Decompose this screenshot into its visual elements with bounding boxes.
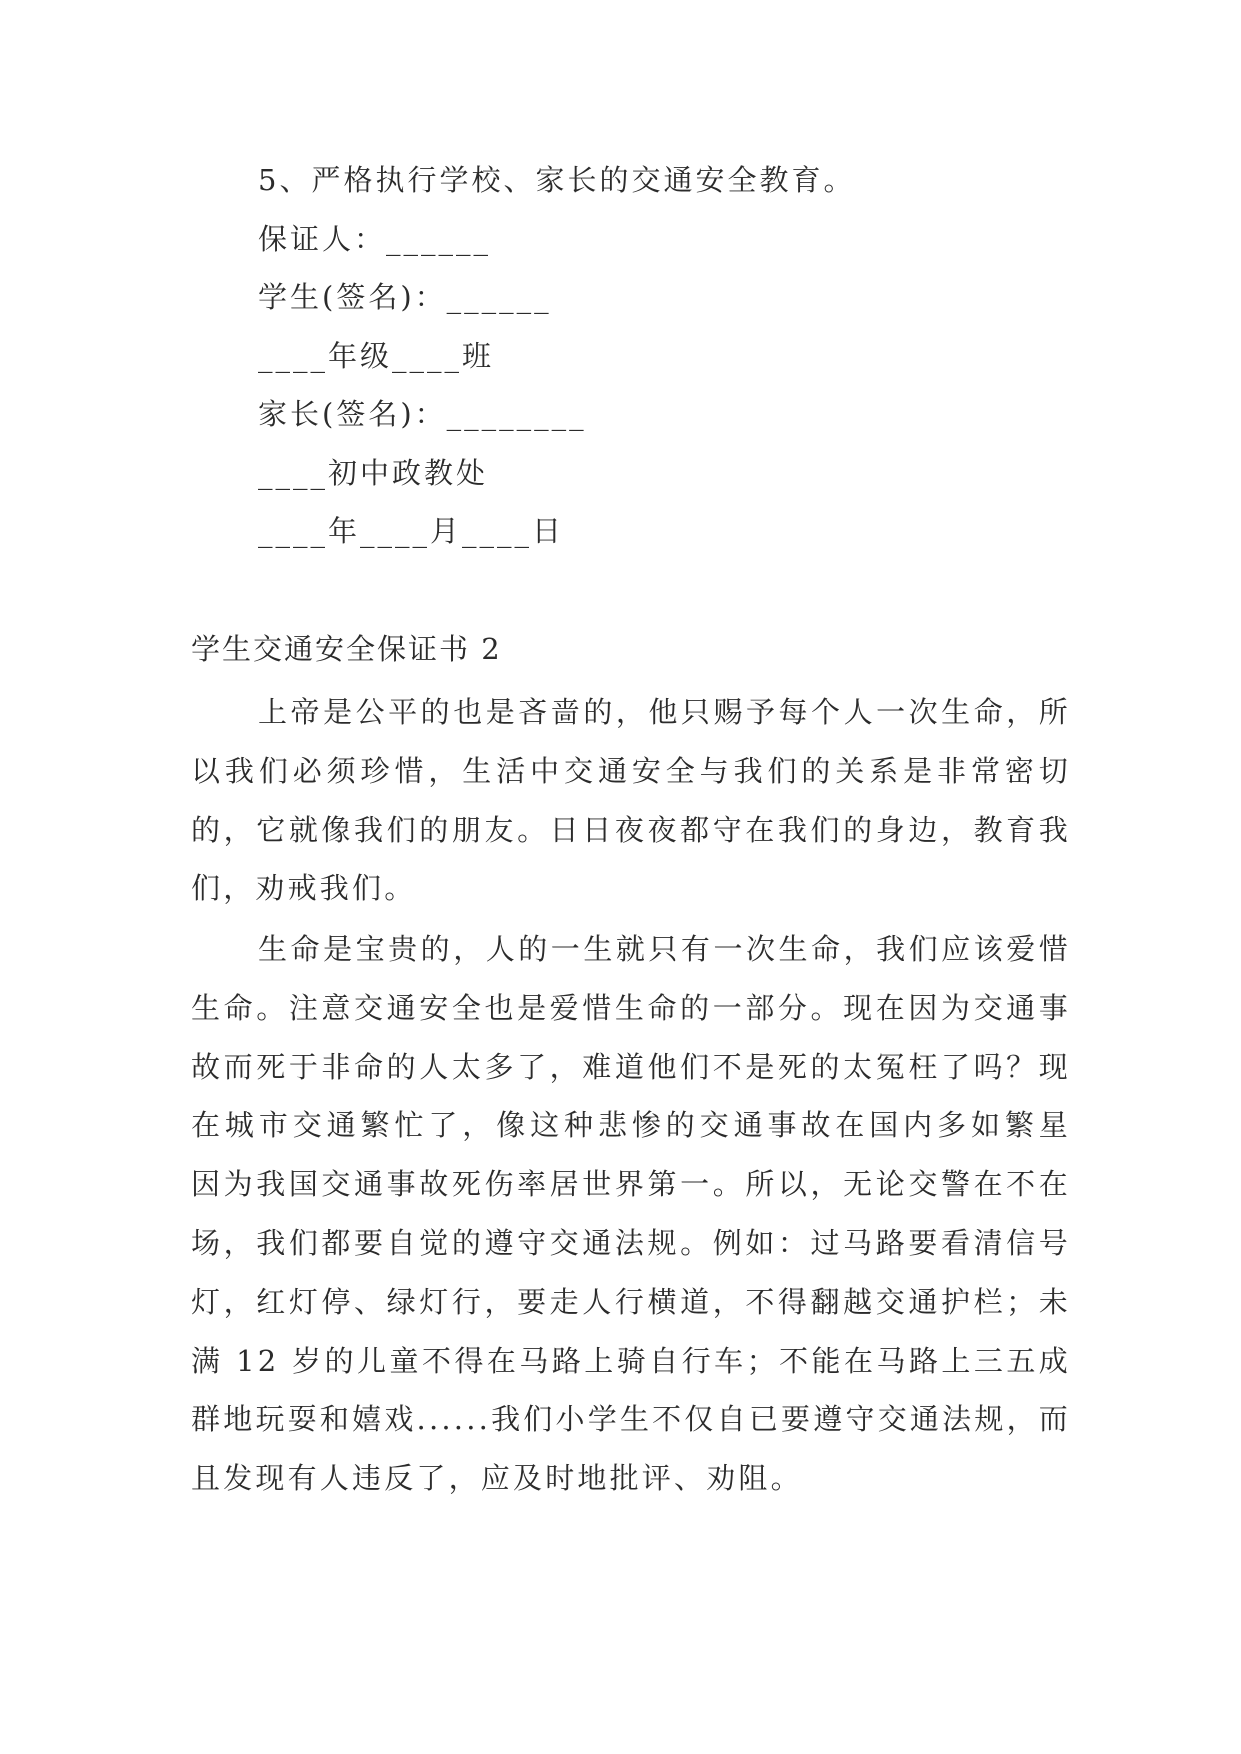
parent-signature-line: 家长(签名)：________	[258, 397, 587, 431]
date-line: ____年____月____日	[258, 514, 565, 548]
grade-class-line: ____年级____班	[258, 338, 495, 373]
body-paragraph: 生命是宝贵的，人的一生就只有一次生命，我们应该爱惜生命。注意交通安全也是爱惜生命的一部分。现在因为交通事故而死于非命的人太多了，难道他们不是死的太冤枉了吗？现在城市交通繁忙了，像这种悲惨的交通事故在国内多如繁星 因为我国交通事故死伤率居世界第一。所以，无论交警在不在场，我们都要自觉的遵守交通法规。例如：过马路要看清信号灯，红灯停、绿灯行，要走人行横道，不得翻越交通护栏；未满 12 岁的儿童不得在马路上骑自行车；不能在马路上三五成群地玩耍和嬉戏......我们小学生不仅自已要遵守交通法规，而且发现有人违反了，应及时地批评、劝阻。	[191, 932, 1071, 1496]
student-signature-line: 学生(签名)：______	[258, 280, 552, 314]
school-office-line: ____初中政教处	[258, 455, 489, 490]
guarantor-line: 保证人：______	[258, 221, 492, 256]
guarantee-signature-block	[258, 163, 856, 576]
section-title: 学生交通安全保证书 2	[191, 632, 502, 666]
body-paragraph: 上帝是公平的也是吝啬的，他只赐予每个人一次生命，所以我们必须珍惜，生活中交通安全与我们的关系是非常密切的，它就像我们的朋友。日日夜夜都守在我们的身边，教育我们，劝戒我们。	[191, 695, 1071, 906]
guarantee-item-5: 5、严格执行学校、家长的交通安全教育。	[258, 163, 856, 197]
